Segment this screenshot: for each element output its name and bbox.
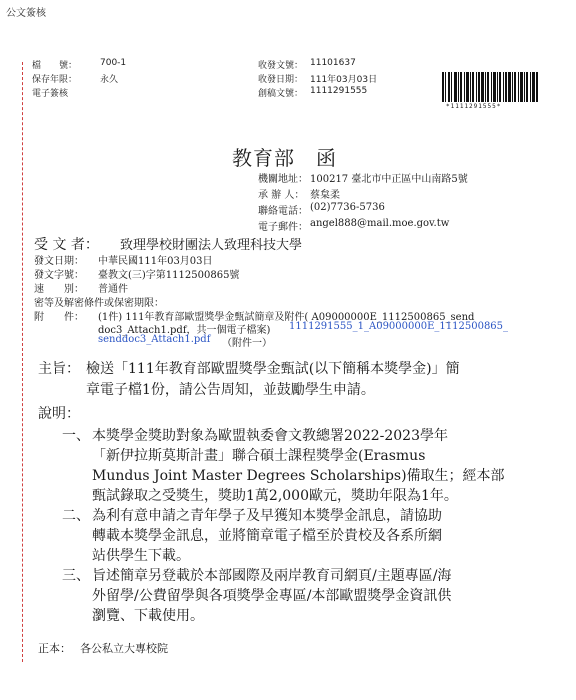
item-line: 旨述簡章另登載於本部國際及兩岸教育司網頁/主題專區/海: [92, 568, 452, 584]
binding-margin-line: [22, 62, 23, 662]
subject-line1: 檢送「111年教育部歐盟獎學金甄試(以下簡稱本獎學金)」簡: [86, 361, 460, 377]
attach-label: 附 件：: [34, 312, 84, 323]
date-label: 發文日期：: [34, 256, 84, 267]
attach-line2a: doc3_Attach1.pdf，共一個電子檔案): [98, 325, 271, 336]
file-no-label: 檔 號：: [32, 61, 78, 71]
item-number: 一、: [62, 428, 90, 444]
ref: 臺教文(三)字第1112500865號: [98, 270, 240, 281]
item-line: 瀏覽、下載使用。: [92, 608, 204, 624]
attach-file-link-cont[interactable]: senddoc3_Attach1.pdf: [98, 334, 211, 345]
address-label: 機關地址：: [258, 174, 308, 185]
esign-label: 電子簽核: [32, 89, 69, 99]
address: 100217 臺北市中正區中山南路5號: [310, 174, 468, 185]
phone: (02)7736-5736: [310, 202, 385, 213]
item-line: 本獎學金獎助對象為歐盟執委會文教總署2022-2023學年: [92, 428, 448, 444]
barcode-digits: *1111291555*: [446, 103, 502, 110]
retention-value: 永久: [100, 75, 119, 85]
subject-line2: 章電子檔1份，請公告周知，並鼓勵學生申請。: [86, 382, 375, 398]
file-no: 700-1: [100, 58, 127, 68]
item-number: 二、: [62, 508, 90, 524]
item-line: 甄試錄取之受獎生，獎助1萬2,000歐元，獎助年限為1年。: [92, 488, 458, 504]
secret-label: 密等及解密條件或保密期限：: [34, 298, 164, 309]
window-header-label: 公文簽核: [6, 8, 46, 19]
create-no-label: 創稿文號：: [258, 89, 304, 99]
explanation-label: 說明：: [38, 406, 80, 422]
footer-value: 各公私立大專校院: [80, 642, 168, 655]
speed-label: 速 別：: [34, 284, 84, 295]
ref-label: 發文字號：: [34, 270, 84, 281]
retention-label: 保存年限：: [32, 75, 78, 85]
recv-no-label: 收發文號：: [258, 61, 304, 71]
speed: 普通件: [98, 284, 128, 295]
item-line: 外留學/公費留學與各項獎學金專區/本部歐盟獎學金資訊供: [92, 588, 452, 604]
footer-label: 正本：: [38, 642, 71, 655]
recipient-label: 受 文 者：: [34, 237, 99, 253]
contact-label: 承 辦 人：: [258, 190, 305, 201]
create-no: 1111291555: [310, 86, 368, 96]
item-number: 三、: [62, 568, 90, 584]
contact: 蔡枲柔: [310, 190, 340, 201]
doc-title: 教育部 函: [232, 146, 337, 170]
recipient: 致理學校財團法人致理科技大學: [120, 238, 303, 253]
email-label: 電子郵件：: [258, 222, 308, 233]
attach-note: （附件一）: [222, 338, 272, 349]
item-line: Mundus Joint Master Degrees Scholarships)備取生；經本部: [92, 468, 505, 484]
attach-line1: (1件) 111年教育部歐盟獎學金甄試簡章及附件( A09000000E_1112500865_send: [98, 312, 475, 323]
subject-label: 主旨：: [38, 361, 80, 377]
recv-no: 11101637: [310, 58, 356, 68]
attach-file-link[interactable]: 1111291555_1_A09000000E_1112500865_: [289, 321, 509, 332]
item-line: 「新伊拉斯莫斯計畫」聯合碩士課程獎學金(Erasmus: [92, 448, 426, 464]
item-line: 轉載本獎學金訊息，並將簡章電子檔至於貴校及各系所網: [92, 528, 442, 544]
email: angel888@mail.moe.gov.tw: [310, 218, 450, 229]
recv-date: 111年03月03日: [310, 75, 378, 85]
recv-date-label: 收發日期：: [258, 75, 304, 85]
phone-label: 聯絡電話：: [258, 206, 308, 217]
date: 中華民國111年03月03日: [98, 256, 213, 267]
item-line: 站供學生下載。: [92, 548, 190, 564]
item-line: 為利有意申請之青年學子及早獲知本獎學金訊息，請協助: [92, 508, 442, 524]
